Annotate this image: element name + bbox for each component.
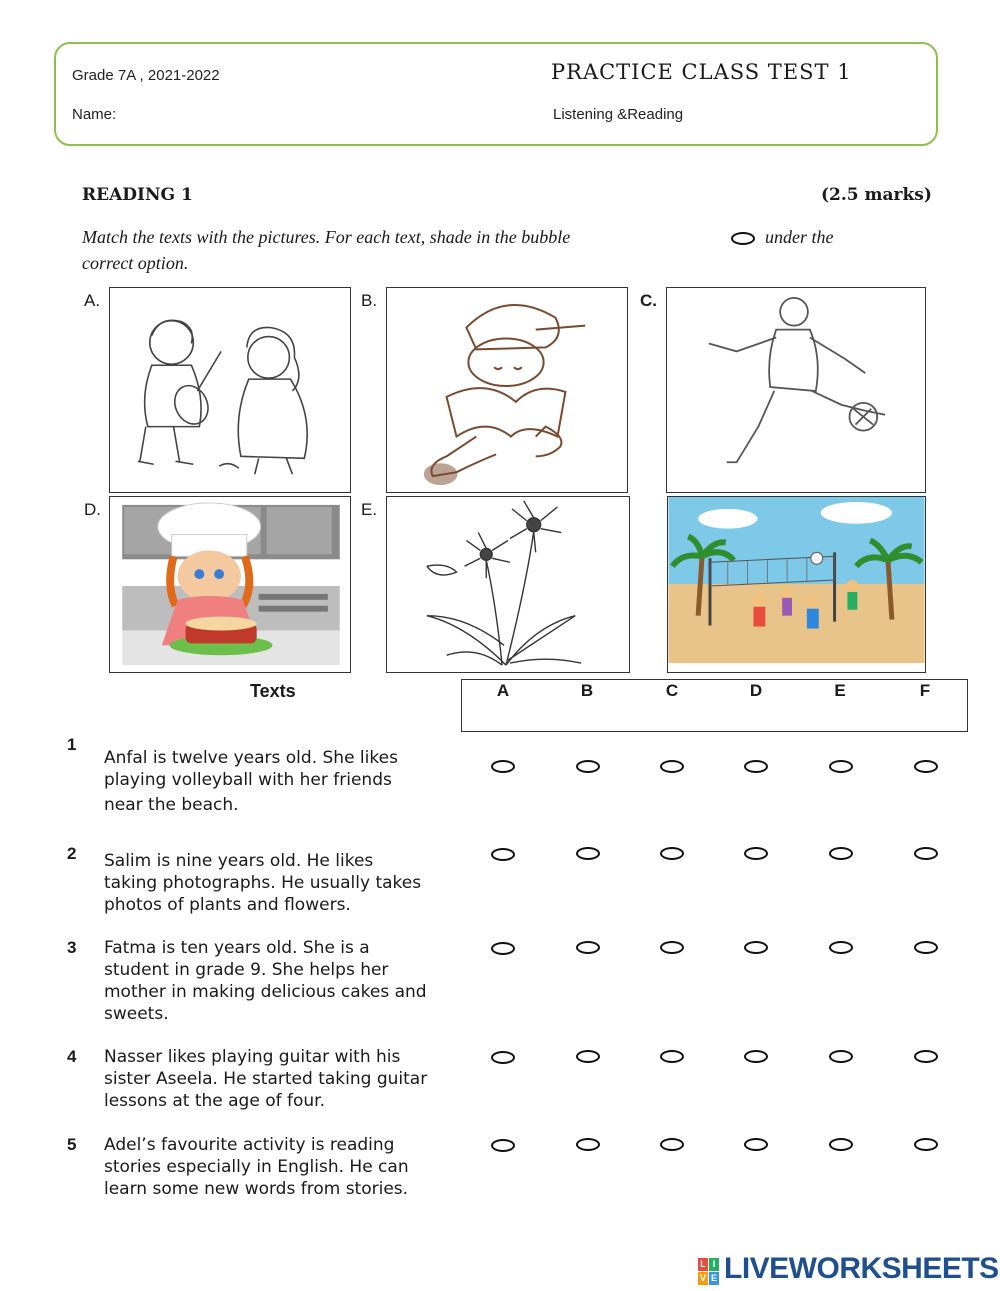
- q1-bubble-e[interactable]: [829, 760, 853, 773]
- question-text-4: [104, 1046, 454, 1112]
- q5-bubble-f[interactable]: [914, 1138, 938, 1151]
- q1-bubble-b[interactable]: [576, 760, 600, 773]
- logo-badge-v: V: [699, 1273, 706, 1283]
- option-header-a: A: [496, 681, 510, 700]
- option-header-d: D: [749, 681, 763, 700]
- picture-letter-a: A.: [84, 291, 101, 310]
- q2-bubble-c[interactable]: [660, 847, 684, 860]
- logo-badge-l: L: [698, 1258, 708, 1271]
- option-header-b: B: [580, 681, 594, 700]
- q1-bubble-a[interactable]: [491, 760, 515, 773]
- question-text-2: [104, 850, 454, 916]
- q1-bubble-d[interactable]: [744, 760, 768, 773]
- option-header-e: E: [834, 681, 846, 700]
- picture-letter-e: E.: [361, 500, 378, 519]
- q4-bubble-a[interactable]: [491, 1051, 515, 1064]
- boy-reading-book-icon: [387, 288, 627, 492]
- q5-bubble-c[interactable]: [660, 1138, 684, 1151]
- q1-bubble-f[interactable]: [914, 760, 938, 773]
- question-3-line-3: mother in making delicious cakes and: [104, 982, 427, 1002]
- question-text-1: [104, 747, 454, 816]
- q3-bubble-e[interactable]: [829, 941, 853, 954]
- man-kicking-ball-icon: [667, 288, 925, 492]
- q2-bubble-f[interactable]: [914, 847, 938, 860]
- children-playing-guitar-icon: [110, 288, 350, 492]
- instruction-line-3: correct option.: [82, 253, 189, 273]
- q2-bubble-e[interactable]: [829, 847, 853, 860]
- picture-b: [386, 287, 628, 493]
- instruction-line-1: Match the texts with the pictures. For each text, shade in the bubble: [82, 227, 571, 247]
- picture-letter-d: D.: [84, 500, 101, 519]
- example-bubble-icon: [731, 232, 755, 245]
- q3-bubble-b[interactable]: [576, 941, 600, 954]
- question-2-line-2: taking photographs. He usually takes: [104, 873, 422, 893]
- question-text-5: [104, 1134, 454, 1200]
- q2-bubble-b[interactable]: [576, 847, 600, 860]
- question-2-line-1: Salim is nine years old. He likes: [104, 851, 374, 871]
- question-1-line-3: near the beach.: [104, 795, 239, 815]
- question-number-1: 1: [67, 735, 77, 754]
- question-number-3: 3: [67, 938, 77, 957]
- question-3-line-4: sweets.: [104, 1004, 169, 1024]
- q3-bubble-c[interactable]: [660, 941, 684, 954]
- option-header-f: F: [919, 681, 931, 700]
- page-title: PRACTICE CLASS TEST 1: [551, 60, 852, 84]
- reading-heading: READING 1: [82, 185, 193, 205]
- question-3-line-2: student in grade 9. She helps her: [104, 960, 389, 980]
- picture-d: [109, 496, 351, 673]
- logo-badge-e: E: [710, 1273, 717, 1283]
- logo-badge-i: I: [709, 1258, 719, 1271]
- q3-bubble-a[interactable]: [491, 942, 515, 955]
- q5-bubble-e[interactable]: [829, 1138, 853, 1151]
- question-number-4: 4: [67, 1047, 77, 1066]
- q4-bubble-d[interactable]: [744, 1050, 768, 1063]
- grade-year: Grade 7A , 2021-2022: [72, 67, 220, 84]
- q4-bubble-f[interactable]: [914, 1050, 938, 1063]
- q2-bubble-d[interactable]: [744, 847, 768, 860]
- girl-decorating-cake-icon: [110, 497, 350, 672]
- q4-bubble-c[interactable]: [660, 1050, 684, 1063]
- question-1-line-2: playing volleyball with her friends: [104, 770, 392, 790]
- instruction-line-2: under the: [765, 227, 834, 247]
- liveworksheets-logo-icon: [698, 1258, 720, 1286]
- question-3-line-1: Fatma is ten years old. She is a: [104, 938, 370, 958]
- name-label: Name:: [72, 106, 117, 123]
- q2-bubble-a[interactable]: [491, 848, 515, 861]
- liveworksheets-logo-text: LIVEWORKSHEETS: [724, 1252, 999, 1285]
- header-box: [54, 42, 938, 146]
- picture-a: [109, 287, 351, 493]
- beach-volleyball-icon: [668, 497, 925, 672]
- options-header-box: [461, 679, 968, 732]
- question-4-line-2: sister Aseela. He started taking guitar: [104, 1069, 428, 1089]
- question-5-line-3: learn some new words from stories.: [104, 1179, 409, 1199]
- question-1-line-1: Anfal is twelve years old. She likes: [104, 748, 398, 768]
- question-4-line-1: Nasser likes playing guitar with his: [104, 1047, 401, 1067]
- picture-c: [666, 287, 926, 493]
- question-5-line-1: Adel’s favourite activity is reading: [104, 1135, 395, 1155]
- picture-letter-c: C.: [640, 291, 657, 310]
- q1-bubble-c[interactable]: [660, 760, 684, 773]
- question-2-line-3: photos of plants and flowers.: [104, 895, 351, 915]
- picture-f: [667, 496, 926, 673]
- q4-bubble-e[interactable]: [829, 1050, 853, 1063]
- texts-header: Texts: [250, 681, 296, 701]
- picture-e: [386, 496, 630, 673]
- question-number-5: 5: [67, 1135, 77, 1154]
- marks-label: (2.5 marks): [821, 185, 932, 205]
- q3-bubble-d[interactable]: [744, 941, 768, 954]
- option-header-c: C: [665, 681, 679, 700]
- q4-bubble-b[interactable]: [576, 1050, 600, 1063]
- question-number-2: 2: [67, 844, 77, 863]
- flowers-sketch-icon: [387, 497, 629, 672]
- question-4-line-3: lessons at the age of four.: [104, 1091, 325, 1111]
- question-5-line-2: stories especially in English. He can: [104, 1157, 409, 1177]
- q5-bubble-b[interactable]: [576, 1138, 600, 1151]
- q3-bubble-f[interactable]: [914, 941, 938, 954]
- picture-letter-b: B.: [361, 291, 378, 310]
- question-text-3: [104, 937, 454, 1025]
- section-type: Listening &Reading: [553, 106, 684, 123]
- q5-bubble-a[interactable]: [491, 1139, 515, 1152]
- q5-bubble-d[interactable]: [744, 1138, 768, 1151]
